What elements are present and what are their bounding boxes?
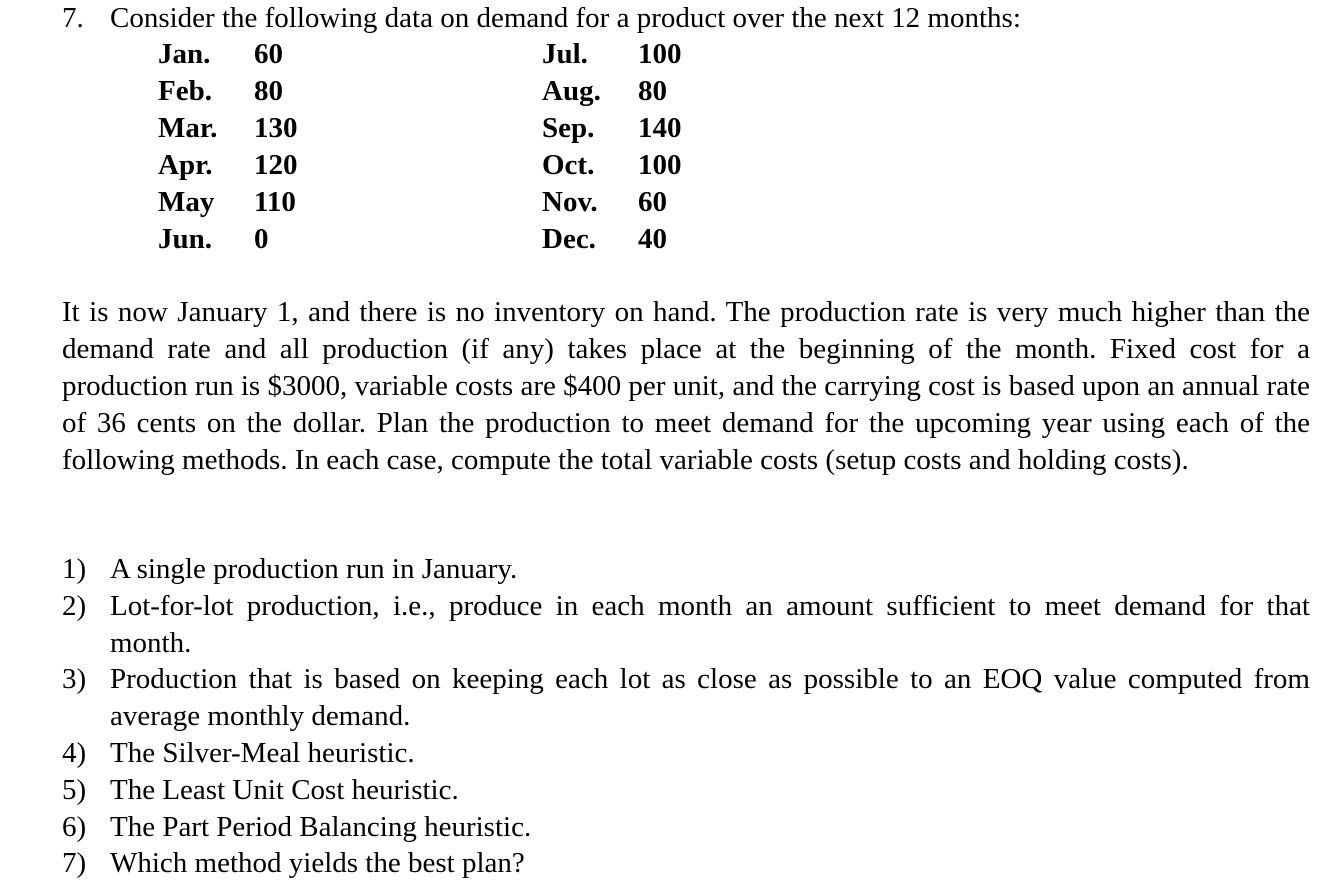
list-item (62, 845, 1310, 882)
list-marker: 1) (62, 553, 87, 585)
demand-value: 80 (638, 75, 667, 107)
demand-value: 0 (254, 223, 269, 255)
list-item (62, 772, 1310, 809)
list-item-text: Production that is based on keeping each lot as close as possible to an EOQ value computed from average monthly demand. (110, 663, 1310, 733)
demand-value: 140 (638, 112, 682, 144)
demand-value: 100 (638, 149, 682, 181)
list-marker: 5) (62, 773, 87, 806)
list-item (62, 735, 1310, 772)
list-item-text: The Part Period Balancing heuristic. (110, 810, 532, 843)
list-item (62, 809, 1310, 846)
month-label: Jul. (542, 38, 588, 70)
demand-row (542, 184, 682, 221)
demand-row (542, 73, 682, 110)
demand-row (542, 110, 682, 147)
demand-row (542, 36, 682, 73)
demand-row (542, 221, 682, 258)
list-marker: 3) (62, 663, 87, 696)
demand-column-left (158, 36, 298, 258)
list-item (62, 551, 1310, 588)
demand-row (158, 36, 298, 73)
demand-value: 80 (254, 75, 283, 107)
month-label: Jun. (158, 223, 213, 255)
month-label: Sep. (542, 112, 595, 144)
question-intro: Consider the following data on demand for a product over the next 12 months: (110, 2, 1021, 34)
demand-column-right (542, 36, 682, 258)
list-item (62, 588, 1310, 662)
problem-paragraph: It is now January 1, and there is no inventory on hand. The production rate is very much higher than the demand rate and all production (if any) takes place at the beginning of the month. Fixed cost for a production run is $3000, variable costs are $400 per unit, and the carrying cost is based upon an annual rate of 36 cents on the dollar. Plan the production to meet demand for the upcoming year using each of the following methods. In each case, compute the total variable costs (setup costs and holding costs). (62, 296, 1310, 476)
month-label: Mar. (158, 112, 218, 144)
demand-value: 120 (254, 149, 298, 181)
month-label: Jan. (158, 38, 211, 70)
month-label: Apr. (158, 149, 213, 181)
demand-row (158, 147, 298, 184)
list-item-text: A single production run in January. (110, 553, 518, 585)
demand-row (158, 73, 298, 110)
demand-row (158, 184, 298, 221)
demand-row (158, 110, 298, 147)
month-label: Dec. (542, 223, 596, 255)
demand-value: 110 (254, 186, 296, 218)
demand-value: 60 (638, 186, 667, 218)
demand-value: 100 (638, 38, 682, 70)
demand-row (158, 221, 298, 258)
demand-value: 40 (638, 223, 667, 255)
list-marker: 2) (62, 589, 87, 622)
demand-value: 130 (254, 112, 298, 144)
month-label: Nov. (542, 186, 598, 218)
list-item (62, 661, 1310, 735)
list-item-text: Lot-for-lot production, i.e., produce in each month an amount sufficient to meet demand for that month. (110, 589, 1310, 659)
month-label: May (158, 186, 215, 218)
demand-row (542, 147, 682, 184)
method-list (62, 551, 1310, 882)
month-label: Aug. (542, 75, 601, 107)
list-item-text: The Least Unit Cost heuristic. (110, 773, 459, 806)
question-heading (62, 0, 1021, 36)
month-label: Feb. (158, 75, 212, 107)
month-label: Oct. (542, 149, 595, 181)
question-number: 7. (62, 2, 84, 34)
list-item-text: The Silver-Meal heuristic. (110, 736, 415, 769)
list-item-text: Which method yields the best plan? (110, 847, 525, 880)
list-marker: 4) (62, 736, 87, 769)
list-marker: 6) (62, 810, 87, 843)
list-marker: 7) (62, 847, 87, 880)
demand-value: 60 (254, 38, 283, 70)
